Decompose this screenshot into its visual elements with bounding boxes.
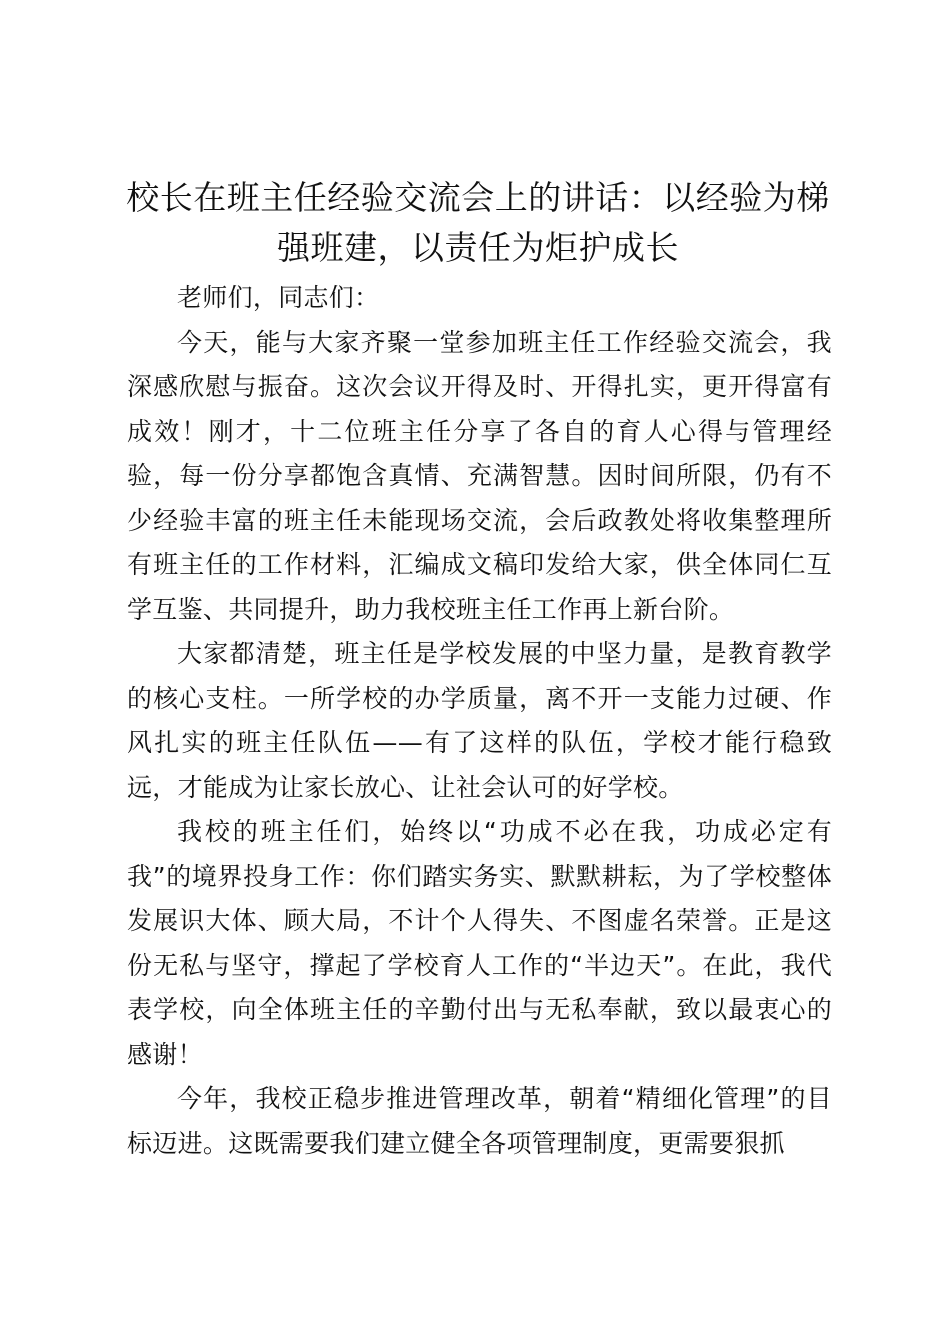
document-title: 校长在班主任经验交流会上的讲话：以经验为梯强班建，以责任为炬护成长 [126, 178, 830, 267]
body-paragraph: 今年，我校正稳步推进管理改革，朝着“精细化管理”的目标迈进。这既需要我们建立健全各项管理制度，更需要狠抓 [127, 1084, 832, 1158]
body-paragraph: 我校的班主任们，始终以“功成不必在我，功成必定有我”的境界投身工作：你们踏实务实、默默耕耘，为了学校整体发展识大体、顾大局，不计个人得失、不图虚名荣誉。正是这份无私与坚守，撑起了学校育人工作的“半边天”。在此，我代表学校，向全体班主任的辛勤付出与无私奉献，致以最衷心的感谢！ [127, 817, 832, 1069]
body-paragraph: 大家都清楚，班主任是学校发展的中坚力量，是教育教学的核心支柱。一所学校的办学质量，离不开一支能力过硬、作风扎实的班主任队伍——有了这样的队伍，学校才能行稳致远，才能成为让家长放心、让社会认可的好学校。 [127, 639, 832, 802]
body-paragraph: 今天，能与大家齐聚一堂参加班主任工作经验交流会，我深感欣慰与振奋。这次会议开得及时、开得扎实，更开得富有成效！刚才，十二位班主任分享了各自的育人心得与管理经验，每一份分享都饱含真情、充满智慧。因时间所限，仍有不少经验丰富的班主任未能现场交流，会后政教处将收集整理所有班主任的工作材料，汇编成文稿印发给大家，供全体同仁互学互鉴、共同提升，助力我校班主任工作再上新台阶。 [127, 327, 832, 624]
document-body [127, 276, 832, 1166]
salutation-paragraph: 老师们，同志们： [177, 283, 380, 312]
